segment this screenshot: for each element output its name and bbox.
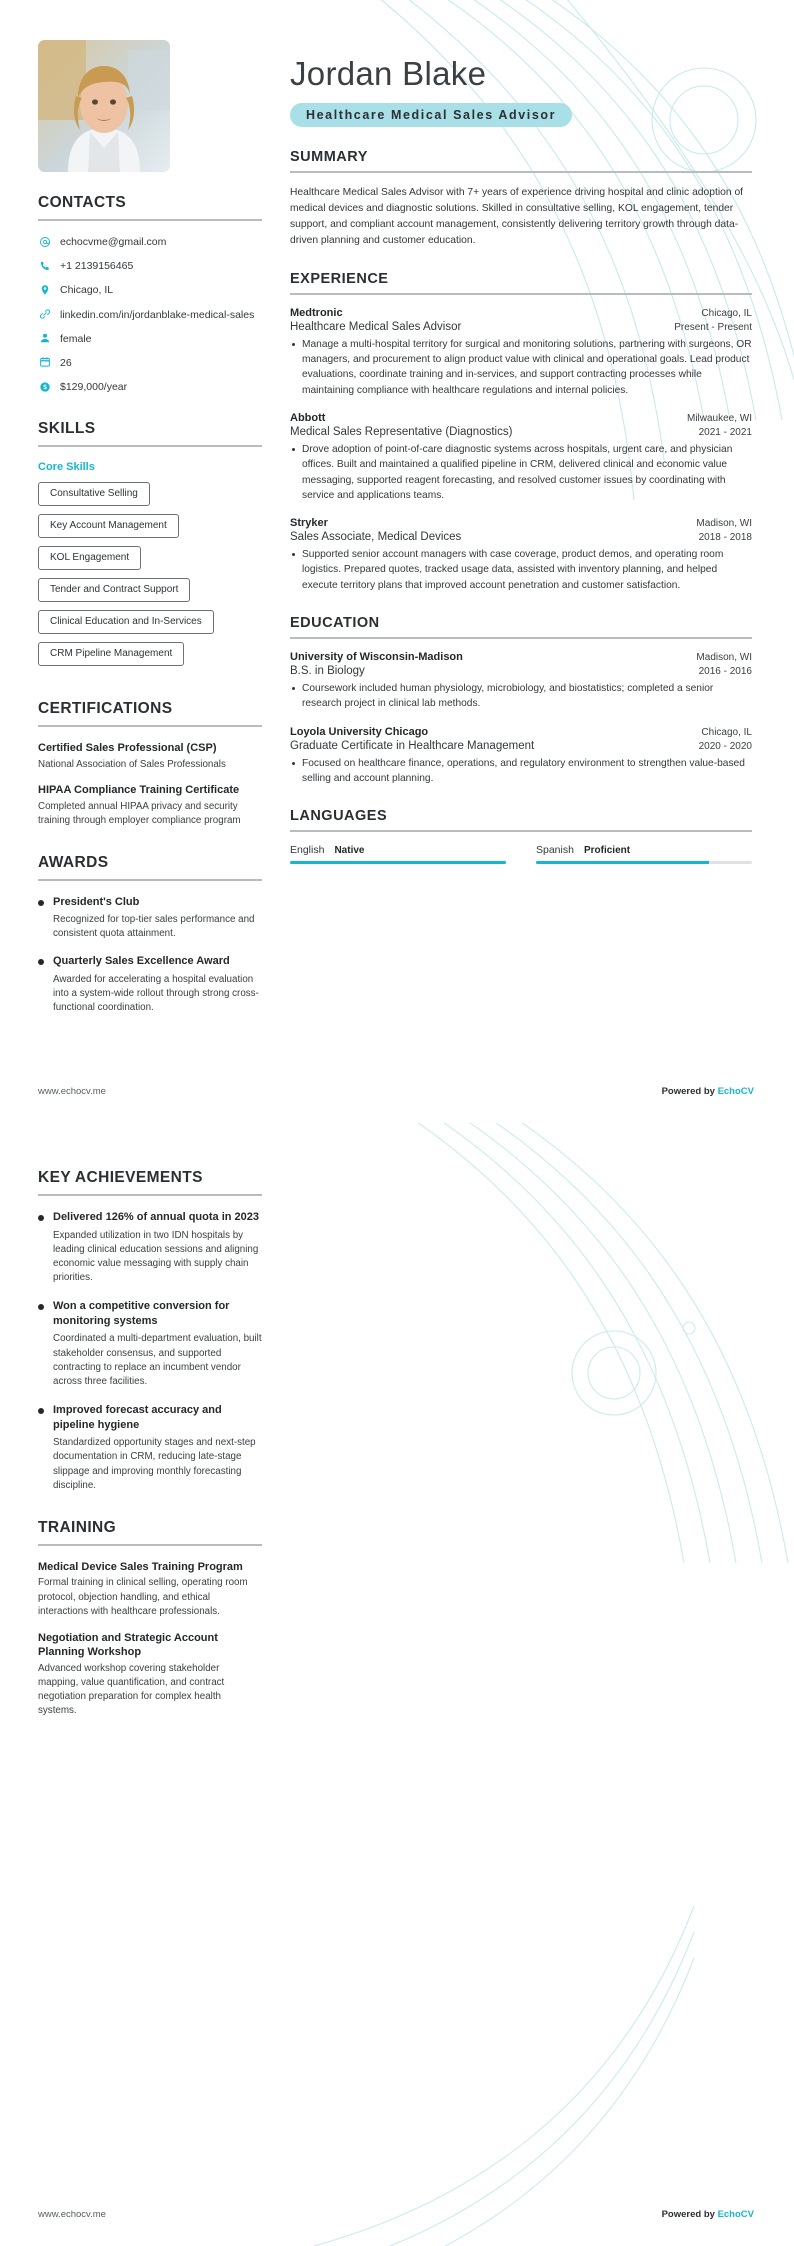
degree-dates: 2020 - 2020 xyxy=(698,740,752,752)
skills-section xyxy=(38,420,262,674)
language-level: Native xyxy=(334,845,365,857)
achievement-title: Delivered 126% of annual quota in 2023 xyxy=(53,1211,260,1223)
education-item xyxy=(290,726,752,787)
certification-desc: National Association of Sales Professionals xyxy=(38,758,226,770)
languages-title: LANGUAGES xyxy=(290,808,388,825)
experience-item xyxy=(290,412,752,503)
training-desc: Advanced workshop covering stakeholder mapping, value quantification, and contract negotiation preparation for complex health systems. xyxy=(38,1662,225,1717)
certification-name: HIPAA Compliance Training Certificate xyxy=(38,784,240,797)
language-progress-fill xyxy=(290,861,506,864)
key-achievements-title: KEY ACHIEVEMENTS xyxy=(38,1169,203,1186)
certification-desc: Completed annual HIPAA privacy and security training through employer compliance program xyxy=(38,800,241,826)
contact-value: linkedin.com/in/jordanblake-medical-sales xyxy=(60,308,255,321)
skill-chip[interactable]: KOL Engagement xyxy=(38,546,141,570)
bullet-icon xyxy=(38,1408,44,1414)
bullet-icon xyxy=(38,959,44,965)
skills-title: SKILLS xyxy=(38,420,96,438)
education-bullets xyxy=(290,681,752,712)
bullet-icon xyxy=(38,900,44,906)
divider xyxy=(290,171,752,173)
training-title: TRAINING xyxy=(38,1519,117,1537)
bullet-icon xyxy=(38,1215,44,1221)
contact-value: Chicago, IL xyxy=(60,284,114,297)
key-achievement-item xyxy=(38,1299,262,1389)
location-icon xyxy=(38,283,51,296)
email-icon xyxy=(38,235,51,248)
language-level: Proficient xyxy=(583,845,631,857)
contact-item[interactable] xyxy=(38,308,262,322)
decorative-swoosh-bottom xyxy=(314,1786,794,2246)
awards-section xyxy=(38,854,262,1016)
contact-item[interactable] xyxy=(38,235,262,249)
experience-title: EXPERIENCE xyxy=(290,270,389,287)
contact-value: echocvme@gmail.com xyxy=(60,236,167,248)
job-dates: 2021 - 2021 xyxy=(698,427,752,438)
main-column-page2 xyxy=(290,1123,794,1744)
employer-location: Madison, WI xyxy=(696,518,752,530)
award-desc: Recognized for top-tier sales performance and consistent quota attainment. xyxy=(53,914,255,940)
job-title: Medical Sales Representative (Diagnostics) xyxy=(290,426,513,438)
language-name: English xyxy=(290,844,325,857)
divider xyxy=(38,1194,262,1196)
key-achievements-section xyxy=(38,1169,262,1493)
languages-section xyxy=(290,808,752,864)
job-title: Sales Associate, Medical Devices xyxy=(290,531,462,544)
sidebar-page2 xyxy=(0,1123,290,1744)
certification-item xyxy=(38,741,262,771)
employer-name: Medtronic xyxy=(290,306,343,319)
language-progress-bar xyxy=(290,861,506,864)
calendar-icon xyxy=(38,356,51,369)
footer-site[interactable]: www.echocv.me xyxy=(38,2209,106,2220)
divider xyxy=(38,219,262,221)
divider xyxy=(38,1544,262,1546)
school-name: University of Wisconsin-Madison xyxy=(290,651,463,664)
skill-chip[interactable]: CRM Pipeline Management xyxy=(38,642,184,666)
divider xyxy=(38,725,262,727)
language-name: Spanish xyxy=(536,844,574,857)
achievement-desc: Coordinated a multi-department evaluation, built stakeholder consensus, and supported contracting to replace an incumbent vendor across three facilities. xyxy=(53,1333,262,1387)
contact-item[interactable] xyxy=(38,380,262,394)
education-title: EDUCATION xyxy=(290,615,380,632)
achievement-desc: Standardized opportunity stages and next-step documentation in CRM, reducing late-stage slippage and improving monthly forecasting discipline. xyxy=(53,1437,256,1491)
contacts-section xyxy=(38,194,262,394)
school-name: Loyola University Chicago xyxy=(290,725,429,738)
bullet-item: Coursework included human physiology, microbiology, and biostatistics; completed a senior research project in clinical lab methods. xyxy=(290,681,752,712)
footer-site[interactable]: www.echocv.me xyxy=(38,1086,106,1097)
degree-name: Graduate Certificate in Healthcare Management xyxy=(290,739,535,752)
skills-group-label: Core Skills xyxy=(38,461,95,474)
award-title: Quarterly Sales Excellence Award xyxy=(53,955,230,968)
education-section xyxy=(290,615,752,786)
training-name: Medical Device Sales Training Program xyxy=(38,1561,243,1574)
footer-brand: Powered by EchoCV xyxy=(661,2209,754,2220)
certification-item xyxy=(38,783,262,827)
role-badge: Healthcare Medical Sales Advisor xyxy=(290,103,572,127)
page-title: Jordan Blake xyxy=(290,55,487,92)
employer-location: Milwaukee, WI xyxy=(686,413,752,424)
experience-bullets xyxy=(290,337,752,398)
summary-section xyxy=(290,149,752,249)
language-item xyxy=(290,844,506,864)
contact-item[interactable] xyxy=(38,356,262,370)
resume-page-2 xyxy=(0,1123,794,2246)
experience-bullets xyxy=(290,442,752,503)
job-title: Healthcare Medical Sales Advisor xyxy=(290,320,462,333)
language-item xyxy=(536,844,752,864)
achievement-title: Improved forecast accuracy and pipeline hygiene xyxy=(53,1404,222,1431)
training-section xyxy=(38,1519,262,1718)
bullet-icon xyxy=(38,1304,44,1310)
education-bullets xyxy=(290,756,752,787)
skill-chip[interactable]: Tender and Contract Support xyxy=(38,578,190,602)
sidebar xyxy=(0,0,290,1042)
language-progress-fill xyxy=(536,861,709,864)
contact-value: +1 2139156465 xyxy=(60,260,134,273)
training-item xyxy=(38,1631,262,1718)
training-desc: Formal training in clinical selling, operating room protocol, objection handling, and ethical interactions with healthcare professionals. xyxy=(38,1577,248,1617)
bullet-item: Supported senior account managers with case coverage, product demos, and operating room logistics. Prepared quotes, tracked usage data, assisted with inventory planning, and helped execute territory plans that improved account penetration and customer satisfaction. xyxy=(290,547,752,593)
achievement-desc: Expanded utilization in two IDN hospitals by leading clinical education sessions and aligning economic value messaging with supply chain priorities. xyxy=(53,1229,259,1284)
page-footer xyxy=(0,2209,794,2220)
link-icon xyxy=(38,308,51,321)
award-item xyxy=(38,954,262,1015)
key-achievement-item xyxy=(38,1403,262,1493)
bullet-item: Manage a multi-hospital territory for surgical and monitoring solutions, partnering with surgeons, OR managers, and procurement to align product value with clinical and operational goals. Lead product evaluations, coordinate training and in-services, and support contracting processes while maintaining compliance with healthcare regulations and internal policies. xyxy=(290,337,752,398)
person-icon xyxy=(38,332,51,345)
school-location: Chicago, IL xyxy=(701,726,752,738)
award-title: President's Club xyxy=(53,895,140,908)
phone-icon xyxy=(38,259,51,272)
salary-icon xyxy=(38,380,51,393)
key-achievement-item xyxy=(38,1210,262,1285)
bullet-item: Drove adoption of point-of-care diagnostic systems across hospitals, urgent care, and physician offices. Built and maintained a qualified pipeline in CRM, delivered clinical and economic value messaging, supported reagent forecasting, and resolved customer issues by coordinating with service and applications teams. xyxy=(290,442,752,503)
award-desc: Awarded for accelerating a hospital evaluation into a system-wide rollout through strong cross-functional coordination. xyxy=(53,973,259,1014)
divider xyxy=(38,879,262,881)
employer-name: Abbott xyxy=(290,412,326,424)
job-dates: Present - Present xyxy=(674,321,752,333)
skill-chip[interactable]: Clinical Education and In-Services xyxy=(38,610,214,634)
contact-value: 26 xyxy=(60,356,72,369)
contact-item[interactable] xyxy=(38,283,262,297)
employer-location: Chicago, IL xyxy=(701,307,752,319)
page-footer xyxy=(0,1086,794,1097)
degree-dates: 2016 - 2016 xyxy=(698,666,752,678)
achievement-title: Won a competitive conversion for monitoring systems xyxy=(53,1300,230,1327)
contact-value: $129,000/year xyxy=(60,381,128,394)
experience-section xyxy=(290,271,752,593)
certification-name: Certified Sales Professional (CSP) xyxy=(38,742,217,755)
divider xyxy=(290,293,752,295)
experience-bullets xyxy=(290,547,752,593)
divider xyxy=(38,445,262,447)
language-progress-bar xyxy=(536,861,752,864)
job-dates: 2018 - 2018 xyxy=(698,532,752,544)
training-name: Negotiation and Strategic Account Planning Workshop xyxy=(38,1631,218,1659)
bullet-item: Focused on healthcare finance, operations, and regulatory environment to strengthen value-based selling and account planning. xyxy=(290,756,752,787)
certifications-section xyxy=(38,700,262,827)
awards-title: AWARDS xyxy=(38,853,109,871)
degree-name: B.S. in Biology xyxy=(290,665,365,678)
summary-title: SUMMARY xyxy=(290,149,368,165)
employer-name: Stryker xyxy=(290,517,328,530)
education-item xyxy=(290,651,752,712)
divider xyxy=(290,637,752,639)
award-item xyxy=(38,895,262,942)
experience-item xyxy=(290,517,752,593)
footer-brand: Powered by EchoCV xyxy=(661,1086,754,1097)
contact-item[interactable] xyxy=(38,332,262,346)
skill-chip[interactable]: Key Account Management xyxy=(38,514,179,538)
divider xyxy=(290,830,752,832)
school-location: Madison, WI xyxy=(696,652,752,664)
contact-item[interactable] xyxy=(38,259,262,273)
main-column xyxy=(290,0,794,1042)
contact-value: female xyxy=(60,332,92,345)
avatar xyxy=(38,40,170,172)
certifications-title: CERTIFICATIONS xyxy=(38,700,173,718)
training-item xyxy=(38,1560,262,1619)
summary-text: Healthcare Medical Sales Advisor with 7+ years of experience driving hospital and clinic adoption of medical devices and diagnostic solutions. Skilled in consultative selling, KOL engagement, tender support, and compliant account management, consistently delivering territory growth through data-driven planning and customer education. xyxy=(290,187,744,246)
skill-chip[interactable]: Consultative Selling xyxy=(38,482,150,506)
experience-item xyxy=(290,307,752,398)
contacts-title: CONTACTS xyxy=(38,194,127,211)
